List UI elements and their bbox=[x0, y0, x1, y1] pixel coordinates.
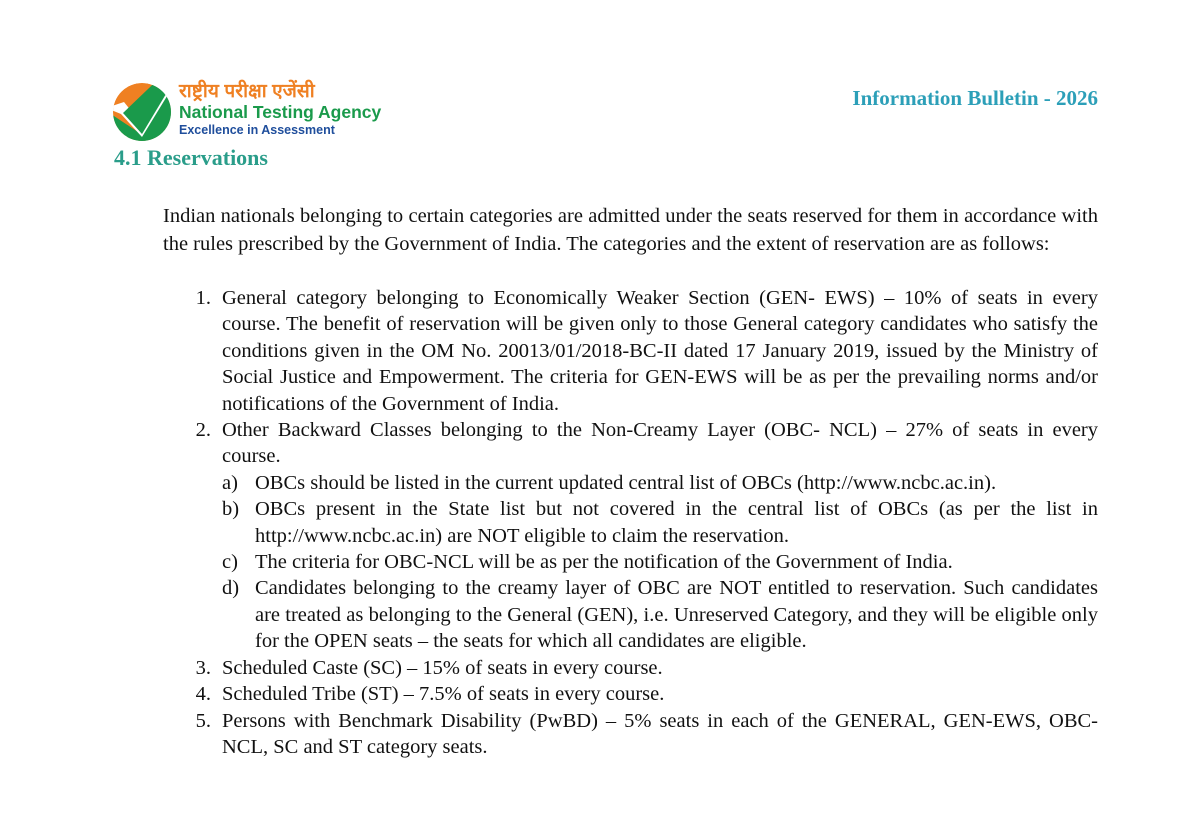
list-item bbox=[163, 708, 1098, 761]
sub-list-item-text: The criteria for OBC-NCL will be as per the notification of the Government of India. bbox=[255, 551, 953, 574]
sub-list-item bbox=[222, 470, 1098, 496]
nta-emblem-icon bbox=[112, 82, 172, 142]
sub-list-item-marker: b) bbox=[222, 498, 240, 521]
list-item-text: General category belonging to Economically Weaker Section (GEN- EWS) – 10% of seats in every course. The benefit of reservation will be given only to those General category candidates who satisfy the conditions given in the OM No. 20013/01/2018-BC-II dated 17 January 2019, issued by the Ministry of Social Justice and Empowerment. The criteria for GEN-EWS will be as per the prevailing norms and/or notifications of the Government of India. bbox=[222, 287, 1098, 415]
sub-list-item-text: OBCs present in the State list but not covered in the central list of OBCs (as per the list in http://www.ncbc.ac.in) are NOT eligible to claim the reservation. bbox=[255, 498, 1098, 547]
sub-list-item-marker: d) bbox=[222, 577, 240, 600]
nta-logo bbox=[112, 82, 381, 142]
reservation-list bbox=[163, 285, 1098, 760]
page-header bbox=[0, 0, 1200, 170]
list-item-text: Scheduled Caste (SC) – 15% of seats in every course. bbox=[222, 656, 663, 679]
sub-list-item-text: Candidates belonging to the creamy layer of OBC are NOT entitled to reservation. Such candidates are treated as belonging to the General (GEN), i.e. Unreserved Category, and they will be eligible only for the OPEN seats – the seats for which all candidates are eligible. bbox=[255, 577, 1098, 653]
list-item-marker: 3. bbox=[195, 656, 211, 679]
sub-list-item-text: OBCs should be listed in the current updated central list of OBCs (http://www.ncbc.ac.in). bbox=[255, 471, 997, 494]
list-item-text: Persons with Benchmark Disability (PwBD) – 5% seats in each of the GENERAL, GEN-EWS, OBC- NCL, SC and ST category seats. bbox=[222, 709, 1098, 758]
list-item-marker: 4. bbox=[195, 683, 211, 706]
list-item bbox=[163, 285, 1098, 417]
nta-tagline: Excellence in Assessment bbox=[179, 123, 335, 137]
section-heading: 4.1 Reservations bbox=[114, 145, 268, 170]
nta-hindi-name: राष्ट्रीय परीक्षा एजेंसी bbox=[179, 81, 315, 102]
obc-sublist bbox=[222, 470, 1098, 655]
list-item-marker: 5. bbox=[195, 709, 211, 732]
nta-logo-text bbox=[179, 82, 381, 137]
list-item-text: Scheduled Tribe (ST) – 7.5% of seats in every course. bbox=[222, 683, 665, 706]
sub-list-item-marker: c) bbox=[222, 551, 238, 574]
sub-list-item bbox=[222, 496, 1098, 549]
list-item-text: Other Backward Classes belonging to the Non-Creamy Layer (OBC- NCL) – 27% of seats in every course. bbox=[222, 419, 1098, 468]
intro-paragraph: Indian nationals belonging to certain categories are admitted under the seats reserved for them in accordance with the rules prescribed by the Government of India. The categories and the extent of reservation are as follows: bbox=[163, 205, 1098, 255]
sub-list-item bbox=[222, 549, 1098, 575]
nta-english-name: National Testing Agency bbox=[179, 102, 382, 122]
list-item bbox=[163, 417, 1098, 655]
page-content bbox=[163, 203, 1098, 760]
sub-list-item-marker: a) bbox=[222, 471, 238, 494]
list-item bbox=[163, 681, 1098, 707]
list-item-marker: 2. bbox=[195, 419, 211, 442]
sub-list-item bbox=[222, 575, 1098, 654]
list-item bbox=[163, 655, 1098, 681]
information-bulletin-title: Information Bulletin - 2026 bbox=[852, 86, 1098, 110]
list-item-marker: 1. bbox=[195, 287, 211, 309]
